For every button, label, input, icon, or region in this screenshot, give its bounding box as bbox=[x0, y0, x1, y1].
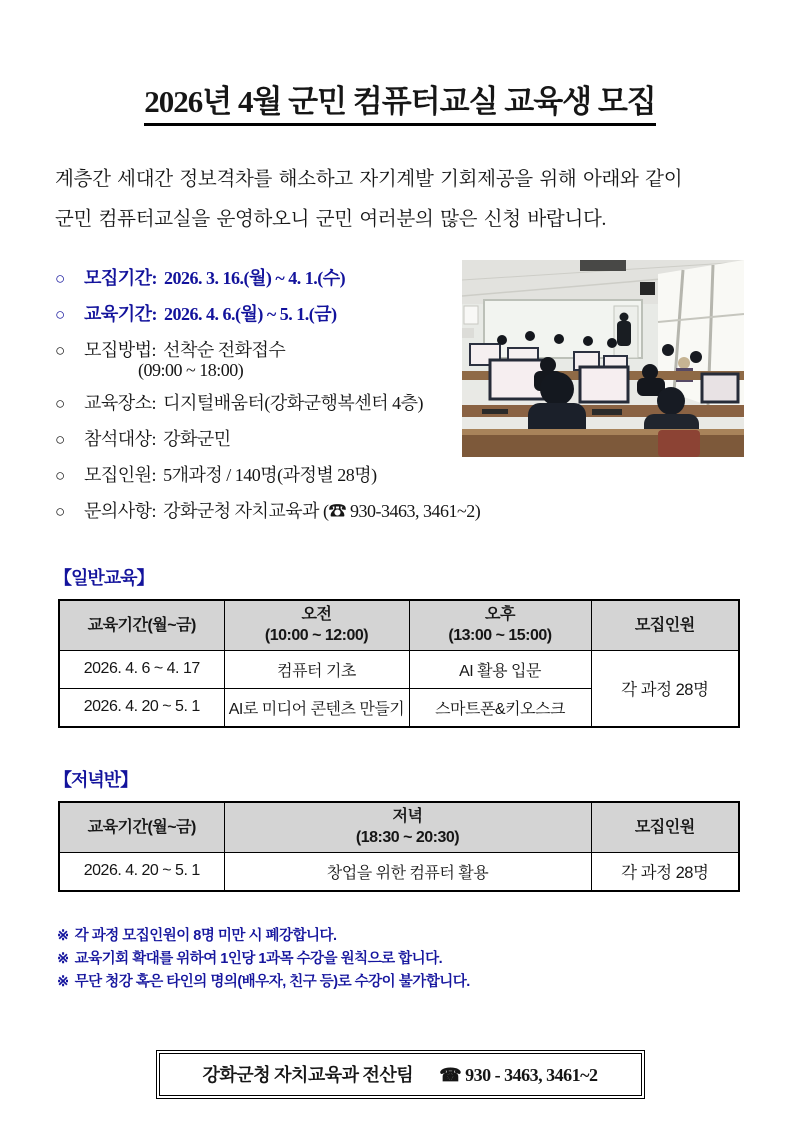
evening-table-header-row bbox=[59, 802, 739, 853]
bullet-value: 선착순 전화접수 bbox=[163, 339, 286, 360]
page-title: 2026년 4월 군민 컴퓨터교실 교육생 모집 bbox=[144, 84, 656, 126]
evening-class-table bbox=[58, 801, 740, 892]
note-no-audit-rule bbox=[57, 971, 800, 994]
th-afternoon bbox=[409, 600, 591, 651]
bullet-label: 참석대상: bbox=[84, 428, 157, 449]
general-table-header-row bbox=[59, 600, 739, 651]
th-afternoon-title: 오후 bbox=[485, 606, 515, 624]
circle-bullet-icon: ○ bbox=[55, 501, 65, 521]
classroom-photo bbox=[462, 260, 744, 457]
bullet-label: 교육기간: bbox=[84, 303, 158, 324]
bullet-value: 강화군민 bbox=[163, 428, 231, 449]
bullet-label: 모집인원: bbox=[84, 464, 157, 485]
th-capacity: 모집인원 bbox=[591, 600, 739, 651]
bullet-label: 문의사항: bbox=[84, 500, 157, 521]
bullet-recruit-method-hours: (09:00 ~ 18:00) bbox=[138, 359, 244, 380]
bullet-capacity bbox=[55, 463, 800, 488]
info-section bbox=[55, 266, 800, 524]
footer-team-name: 강화군청 자치교육과 전산팀 bbox=[202, 1064, 414, 1085]
circle-bullet-icon: ○ bbox=[55, 340, 65, 360]
footer-contact-inner bbox=[159, 1053, 642, 1096]
th-morning-title: 오전 bbox=[301, 606, 332, 624]
footer-phone-number: 930 - 3463, 3461~2 bbox=[465, 1064, 598, 1085]
classroom-photo-illustration bbox=[462, 260, 744, 457]
bullet-value: 5개과정 / 140명(과정별 28명) bbox=[163, 464, 377, 485]
th-period: 교육기간(월~금) bbox=[59, 600, 224, 651]
note-one-course-rule bbox=[57, 948, 800, 971]
bullet-label: 모집방법: bbox=[84, 339, 157, 360]
cell-afternoon-course: 스마트폰&키오스크 bbox=[409, 688, 591, 727]
note-text: 교육기회 확대를 위하여 1인당 1과목 수강을 원칙으로 합니다. bbox=[74, 950, 443, 967]
cell-period: 2026. 4. 20 ~ 5. 1 bbox=[59, 688, 224, 727]
bullet-value: 강화군청 자치교육과 (☎ 930-3463, 3461~2) bbox=[163, 500, 481, 521]
cell-evening-course: 창업을 위한 컴퓨터 활용 bbox=[224, 852, 591, 891]
reference-mark-icon: ※ bbox=[57, 950, 69, 967]
bullet-inquiry bbox=[55, 499, 800, 524]
th-evening-title: 저녁 bbox=[392, 808, 423, 826]
cell-morning-course: 컴퓨터 기초 bbox=[224, 650, 409, 688]
bullet-value: 2026. 3. 16.(월) ~ 4. 1.(수) bbox=[164, 267, 346, 288]
general-section-heading: 【일반교육】 bbox=[54, 567, 154, 588]
note-text: 각 과정 모집인원이 8명 미만 시 폐강합니다. bbox=[74, 927, 337, 944]
reference-mark-icon: ※ bbox=[57, 927, 69, 944]
th-capacity: 모집인원 bbox=[591, 802, 739, 853]
title-wrap bbox=[0, 84, 800, 126]
th-evening bbox=[224, 802, 591, 853]
intro-line-1: 계층간 세대간 정보격차를 해소하고 자기계발 기회제공을 위해 아래와 같이 bbox=[55, 168, 683, 190]
bullet-label: 모집기간: bbox=[84, 267, 158, 288]
cell-capacity: 각 과정 28명 bbox=[591, 650, 739, 727]
circle-bullet-icon: ○ bbox=[55, 304, 65, 324]
evening-section-heading: 【저녁반】 bbox=[54, 769, 138, 790]
circle-bullet-icon: ○ bbox=[55, 465, 65, 485]
bullet-value: 디지털배움터(강화군행복센터 4층) bbox=[163, 392, 423, 413]
cell-period: 2026. 4. 20 ~ 5. 1 bbox=[59, 852, 224, 891]
note-text: 무단 청강 혹은 타인의 명의(배우자, 친구 등)로 수강이 불가합니다. bbox=[74, 973, 470, 990]
cell-capacity: 각 과정 28명 bbox=[591, 852, 739, 891]
intro-paragraph bbox=[55, 160, 748, 240]
evening-table-row bbox=[59, 852, 739, 891]
bullet-value: 2026. 4. 6.(월) ~ 5. 1.(금) bbox=[164, 303, 337, 324]
bullet-label: 교육장소: bbox=[84, 392, 157, 413]
general-education-table bbox=[58, 599, 740, 728]
notes-section bbox=[57, 925, 800, 994]
intro-line-2: 군민 컴퓨터교실을 운영하오니 군민 여러분의 많은 신청 바랍니다. bbox=[55, 208, 607, 230]
note-min-enrollment bbox=[57, 925, 800, 948]
telephone-icon: ☎ bbox=[439, 1064, 462, 1085]
circle-bullet-icon: ○ bbox=[55, 429, 65, 449]
reference-mark-icon: ※ bbox=[57, 973, 69, 990]
th-morning bbox=[224, 600, 409, 651]
footer-contact-box bbox=[156, 1050, 645, 1099]
th-period: 교육기간(월~금) bbox=[59, 802, 224, 853]
cell-period: 2026. 4. 6 ~ 4. 17 bbox=[59, 650, 224, 688]
circle-bullet-icon: ○ bbox=[55, 393, 65, 413]
th-evening-time: (18:30 ~ 20:30) bbox=[355, 829, 460, 847]
cell-morning-course: AI로 미디어 콘텐츠 만들기 bbox=[224, 688, 409, 727]
general-table-row bbox=[59, 650, 739, 688]
th-afternoon-time: (13:00 ~ 15:00) bbox=[448, 627, 552, 645]
cell-afternoon-course: AI 활용 입문 bbox=[409, 650, 591, 688]
th-morning-time: (10:00 ~ 12:00) bbox=[264, 627, 369, 645]
circle-bullet-icon: ○ bbox=[55, 268, 65, 288]
